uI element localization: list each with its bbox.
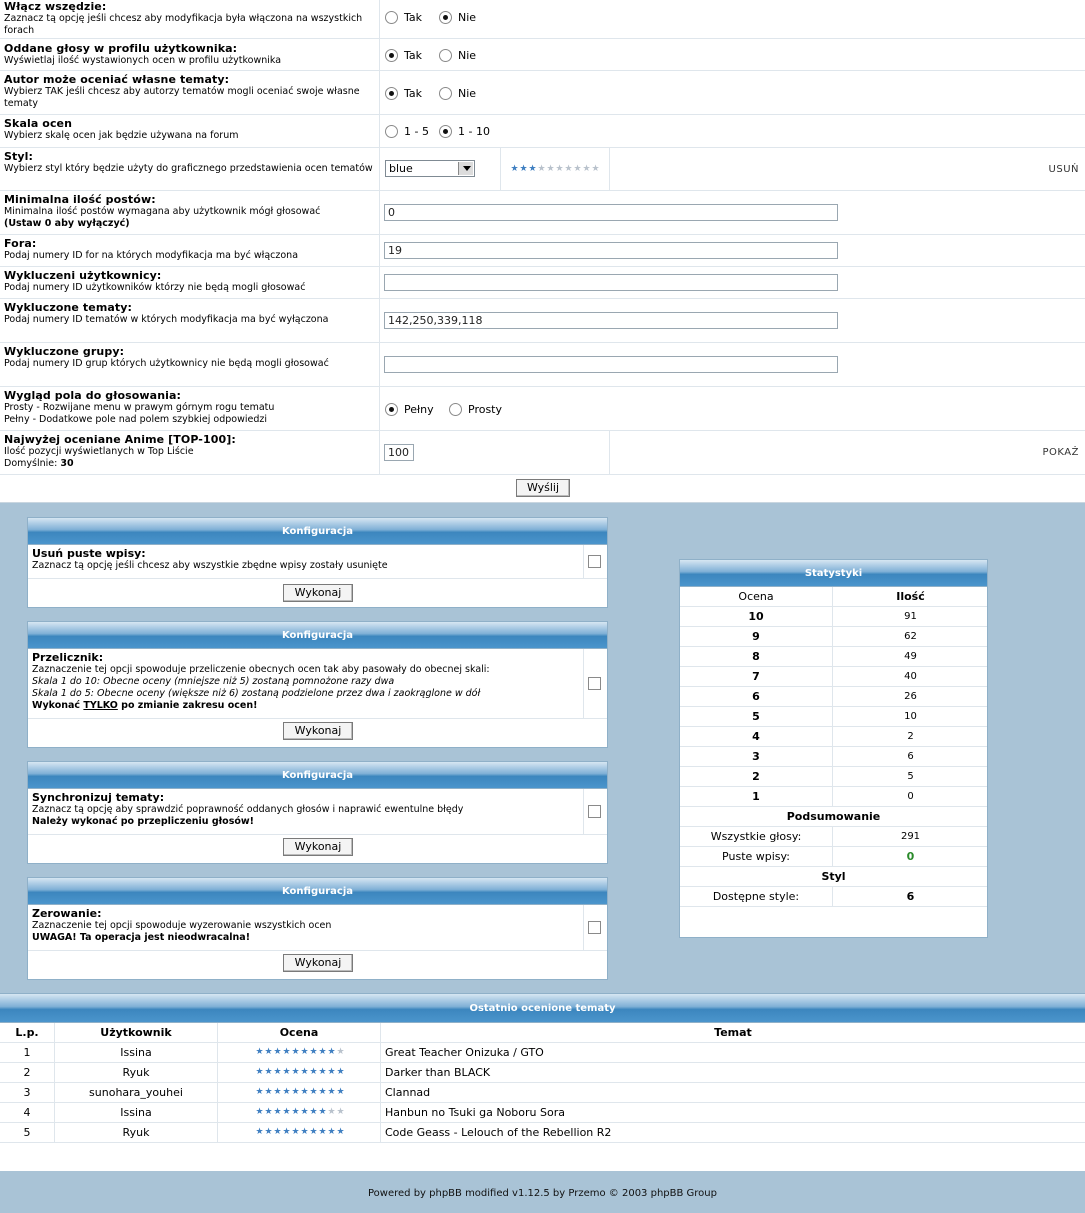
star-icon: ★ [291,1067,300,1077]
star-icon: ★ [255,1087,264,1097]
setting-control [381,0,1085,38]
star-icon: ★ [537,164,546,174]
setting-label [0,148,380,190]
setting-title: Wykluczone grupy: [4,345,125,358]
panel-warning: Należy wykonać po przepliczeniu głosów! [32,816,255,827]
radio-scale-5[interactable] [385,124,429,138]
col-rating: Ocena [218,1023,381,1042]
default-label: Domyślnie: [4,458,58,469]
stats-grade: 6 [680,687,833,706]
star-icon: ★ [264,1087,273,1097]
setting-label [0,115,380,147]
stats-row [680,727,987,747]
style-select[interactable] [385,160,475,177]
radio-nie[interactable] [439,86,476,100]
recent-head-row [0,1023,1085,1043]
setting-label [0,343,380,386]
row-number: 4 [0,1103,55,1122]
panel-sync [27,761,608,864]
radio-label: Nie [458,48,477,62]
setting-desc: Wyświetlaj ilość wystawionych ocen w profilu użytkownika [4,55,282,66]
star-icon: ★ [327,1067,336,1077]
row-number: 1 [0,1043,55,1062]
setting-control [381,267,1085,298]
stats-empty-row [680,847,987,867]
setting-control [381,235,1085,266]
radio-nie[interactable] [439,48,476,62]
setting-title: Minimalna ilość postów: [4,193,156,206]
stats-head-row [680,587,987,607]
panel-text [28,545,584,578]
setting-row-style [0,148,1085,191]
panel-body [28,545,607,579]
setting-control [381,387,1085,430]
setting-row-vote-look [0,387,1085,431]
setting-note: (Ustaw 0 aby wyłączyć) [4,218,130,229]
setting-control [381,71,1085,114]
stats-col-grade: Ocena [680,587,833,606]
panel-desc: Zaznacz tą opcję jeśli chcesz aby wszystkie zbędne wpisy zostały usunięte [32,560,388,571]
setting-desc: Prosty - Rozwijane menu w prawym górnym rogu tematu [4,402,275,413]
star-icon: ★ [291,1127,300,1137]
recent-rows [0,1043,1085,1143]
stats-count: 40 [904,671,917,682]
setting-label [0,267,380,298]
star-icon: ★ [318,1127,327,1137]
star-icon: ★ [291,1107,300,1117]
setting-desc: Podaj numery ID grup których użytkownicy nie będą mogli głosować [4,358,329,369]
styles-label: Dostępne style: [680,887,833,906]
setting-title: Włącz wszędzie: [4,0,107,13]
star-icon: ★ [273,1107,282,1117]
stats-count: 62 [904,631,917,642]
recent-header: Ostatnio ocenione tematy [0,994,1085,1023]
setting-desc: Wybierz skalę ocen jak będzie używana na forum [4,130,239,141]
remove-empty-checkbox[interactable] [588,555,601,568]
panel-warning [32,700,579,712]
setting-label [0,0,380,38]
star-icon: ★ [318,1087,327,1097]
table-row [0,1103,1085,1123]
divider [609,431,610,474]
star-icon: ★ [528,164,537,174]
row-user[interactable]: Ryuk [55,1063,218,1082]
stats-grade: 5 [680,707,833,726]
radio-label: Nie [458,86,477,100]
panel-text [28,905,584,950]
execute-button[interactable]: Wykonaj [283,954,353,972]
radio-tak[interactable] [385,48,422,62]
star-icon: ★ [318,1047,327,1057]
row-rating [218,1063,381,1082]
table-row [0,1123,1085,1143]
star-icon: ★ [309,1047,318,1057]
default-value: 30 [60,458,74,469]
setting-desc: Minimalna ilość postów wymagana aby użytkownik mógł głosować [4,206,321,217]
star-icon: ★ [282,1087,291,1097]
style-title: Styl [821,870,846,883]
stats-col-count: Ilość [896,590,925,603]
setting-label [0,235,380,266]
radio-label: Pełny [404,402,434,416]
stats-row [680,647,987,667]
star-icon: ★ [582,164,591,174]
setting-row-min-posts [0,191,1085,235]
panel-header: Konfiguracja [28,762,607,789]
recalculate-checkbox[interactable] [588,677,601,690]
panel-text [28,649,584,718]
stats-header: Statystyki [680,560,987,587]
col-user: Użytkownik [55,1023,218,1042]
stats-panel [679,559,988,938]
star-icon: ★ [273,1067,282,1077]
setting-title: Autor może oceniać własne tematy: [4,73,230,86]
setting-control [381,191,1085,234]
star-icon: ★ [309,1087,318,1097]
footer-text: Powered by phpBB modified v1.12.5 by Przemo © 2003 phpBB Group [368,1188,717,1199]
table-row [0,1043,1085,1063]
divider [500,148,501,190]
panel-line: Skala 1 do 10: Obecne oceny (mniejsze niż 5) zostaną pomnożone razy dwa [32,676,395,687]
stats-all-votes-row [680,827,987,847]
star-icon: ★ [300,1087,309,1097]
sync-checkbox[interactable] [588,805,601,818]
star-icon: ★ [273,1127,282,1137]
star-icon: ★ [273,1047,282,1057]
recent-ratings-table [0,993,1085,1171]
setting-desc: Pełny - Dodatkowe pole nad polem szybkiej odpowiedzi [4,414,268,425]
setting-label [0,299,380,342]
star-icon: ★ [309,1127,318,1137]
star-icon: ★ [573,164,582,174]
submit-button[interactable]: Wyślij [516,479,570,497]
forums-input[interactable]: 19 [384,242,838,259]
setting-title: Fora: [4,237,37,250]
panel-footer [28,579,607,606]
stats-style-title-row [680,867,987,887]
radio-simple[interactable] [449,402,502,416]
show-link[interactable]: POKAŻ [1042,447,1079,458]
star-icon: ★ [264,1067,273,1077]
row-user[interactable]: Issina [55,1043,218,1062]
row-topic[interactable]: Great Teacher Onizuka / GTO [385,1046,544,1059]
setting-label [0,71,380,114]
panel-title: Synchronizuj tematy: [32,791,165,804]
radio-label: Tak [404,10,423,24]
star-icon: ★ [300,1127,309,1137]
setting-label [0,39,380,70]
star-icon: ★ [255,1067,264,1077]
stats-count: 49 [904,651,917,662]
star-icon: ★ [336,1067,345,1077]
row-topic[interactable]: Code Geass - Lelouch of the Rebellion R2 [385,1126,612,1139]
setting-title: Wykluczone tematy: [4,301,133,314]
stats-row [680,687,987,707]
setting-row-enable-everywhere [0,0,1085,39]
settings-form [0,0,1085,503]
setting-row-top [0,431,1085,475]
stats-row [680,707,987,727]
star-icon: ★ [555,164,564,174]
star-icon: ★ [273,1087,282,1097]
star-icon: ★ [591,164,600,174]
warning-text: Wykonać [32,700,81,711]
setting-row-scale [0,115,1085,148]
setting-desc: Podaj numery ID użytkowników którzy nie będą mogli głosować [4,282,306,293]
excluded-groups-input[interactable] [384,356,838,373]
stats-row [680,627,987,647]
panel-remove-empty [27,517,608,608]
setting-label [0,431,380,474]
star-icon: ★ [546,164,555,174]
radio-label: Nie [458,10,477,24]
star-icon: ★ [327,1087,336,1097]
star-icon: ★ [327,1047,336,1057]
stats-grade: 8 [680,647,833,666]
empty-label: Puste wpisy: [680,847,833,866]
row-rating [218,1103,381,1122]
panel-warning: UWAGA! Ta operacja jest nieodwracalna! [32,932,251,943]
star-icon: ★ [255,1047,264,1057]
setting-title: Styl: [4,150,34,163]
row-number: 3 [0,1083,55,1102]
row-topic[interactable]: Darker than BLACK [385,1066,491,1079]
excluded-topics-input[interactable]: 142,250,339,118 [384,312,838,329]
setting-desc: Podaj numery ID for na których modyfikacja ma być włączona [4,250,299,261]
execute-button[interactable]: Wykonaj [283,838,353,856]
star-icon: ★ [264,1127,273,1137]
setting-desc: Podaj numery ID tematów w których modyfikacja ma być wyłączona [4,314,329,325]
radio-full[interactable] [385,402,434,416]
panel-footer [28,835,607,862]
setting-label [0,191,380,234]
panel-header: Konfiguracja [28,622,607,649]
excluded-users-input[interactable] [384,274,838,291]
setting-title: Wygląd pola do głosowania: [4,389,182,402]
radio-nie[interactable] [439,10,476,24]
setting-row-profile-votes [0,39,1085,71]
panel-text [28,789,584,834]
row-user[interactable]: Issina [55,1103,218,1122]
stats-count: 91 [904,611,917,622]
setting-title: Najwyżej oceniane Anime [TOP-100]: [4,433,236,446]
table-row [0,1083,1085,1103]
setting-row-excluded-groups [0,343,1085,387]
remove-link[interactable]: USUŃ [1048,164,1079,175]
radio-label: 1 - 5 [404,124,429,138]
setting-control [381,39,1085,70]
star-icon: ★ [282,1127,291,1137]
radio-label: Tak [404,86,423,100]
star-icon: ★ [318,1067,327,1077]
setting-row-excluded-users [0,267,1085,299]
panel-header: Konfiguracja [28,518,607,545]
setting-title: Skala ocen [4,117,73,130]
setting-control [381,148,1085,190]
star-icon: ★ [336,1127,345,1137]
stats-grade: 7 [680,667,833,686]
setting-row-excluded-topics [0,299,1085,343]
star-icon: ★ [327,1127,336,1137]
stats-row [680,787,987,807]
style-select-value: blue [389,162,413,175]
all-votes-value: 291 [900,831,921,842]
top-count-input[interactable]: 100 [384,444,414,461]
stats-row [680,767,987,787]
panel-desc: Zaznacz tą opcję aby sprawdzić poprawność oddanych głosów i naprawić ewentulne błędy [32,804,464,815]
stats-count: 6 [907,751,914,762]
chevron-down-icon [458,162,473,175]
star-icon: ★ [291,1087,300,1097]
star-icon: ★ [336,1047,345,1057]
radio-scale-10[interactable] [439,124,490,138]
star-icon: ★ [519,164,528,174]
setting-title: Wykluczeni użytkownicy: [4,269,162,282]
panel-reset [27,877,608,980]
row-topic[interactable]: Hanbun no Tsuki ga Noboru Sora [385,1106,565,1119]
panel-desc: Zaznaczenie tej opcji spowoduje przeliczenie obecnych ocen tak aby pasowały do obecnej skali: [32,664,490,675]
stats-count: 0 [907,791,914,802]
panel-footer [28,719,607,746]
min-posts-input[interactable]: 0 [384,204,838,221]
summary-title: Podsumowanie [786,810,881,823]
setting-desc: Zaznacz tą opcję jeśli chcesz aby modyfikacja była włączona na wszystkich forach [4,13,363,36]
setting-row-author-rate [0,71,1085,115]
setting-control [381,343,1085,386]
execute-button[interactable]: Wykonaj [283,722,353,740]
panel-footer [28,951,607,978]
stats-summary-title-row [680,807,987,827]
radio-tak[interactable] [385,86,422,100]
star-icon: ★ [255,1127,264,1137]
warning-emphasis: TYLKO [83,700,118,711]
stats-grade: 10 [680,607,833,626]
star-icon: ★ [264,1047,273,1057]
setting-desc: Wybierz TAK jeśli chcesz aby autorzy tematów mogli oceniać swoje własne tematy [4,86,360,109]
table-row [0,1063,1085,1083]
col-lp: L.p. [0,1023,55,1042]
row-number: 5 [0,1123,55,1142]
panel-title: Przelicznik: [32,651,104,664]
all-votes-label: Wszystkie głosy: [680,827,833,846]
star-icon: ★ [300,1107,309,1117]
radio-label: 1 - 10 [458,124,490,138]
panel-desc: Zaznaczenie tej opcji spowoduje wyzerowanie wszystkich ocen [32,920,332,931]
star-icon: ★ [327,1107,336,1117]
panel-title: Zerowanie: [32,907,102,920]
warning-text: po zmianie zakresu ocen! [121,700,258,711]
row-rating [218,1043,381,1062]
star-icon: ★ [291,1047,300,1057]
style-preview-stars [510,165,600,174]
setting-control [381,299,1085,342]
stats-row [680,667,987,687]
styles-value: 6 [906,890,915,903]
stats-grade: 4 [680,727,833,746]
row-rating [218,1083,381,1102]
stats-styles-row [680,887,987,907]
star-icon: ★ [510,164,519,174]
stats-count: 5 [907,771,914,782]
col-topic: Temat [714,1026,752,1039]
radio-tak[interactable] [385,10,422,24]
row-user[interactable]: Ryuk [55,1123,218,1142]
execute-button[interactable]: Wykonaj [283,584,353,602]
setting-desc: Wybierz styl który będzie użyty do graficznego przedstawienia ocen tematów [4,163,373,174]
panel-body [28,905,607,951]
star-icon: ★ [300,1047,309,1057]
panel-line: Skala 1 do 5: Obecne oceny (większe niż 6) zostaną podzielone przez dwa i zaokrąglone w dół [32,688,481,699]
star-icon: ★ [300,1067,309,1077]
stats-grade: 2 [680,767,833,786]
empty-value: 0 [906,850,915,863]
panel-body [28,649,607,719]
row-rating [218,1123,381,1142]
row-user[interactable]: sunohara_youhei [55,1083,218,1102]
star-icon: ★ [282,1067,291,1077]
reset-checkbox[interactable] [588,921,601,934]
panel-header: Konfiguracja [28,878,607,905]
stats-grade: 3 [680,747,833,766]
stats-row [680,607,987,627]
star-icon: ★ [318,1107,327,1117]
setting-row-forums [0,235,1085,267]
stats-count: 26 [904,691,917,702]
star-icon: ★ [336,1087,345,1097]
star-icon: ★ [309,1067,318,1077]
star-icon: ★ [309,1107,318,1117]
divider [609,148,610,190]
stats-row [680,747,987,767]
star-icon: ★ [564,164,573,174]
stats-rows [680,607,987,807]
panel-recalculate [27,621,608,748]
stats-count: 2 [907,731,914,742]
setting-label [0,387,380,430]
row-number: 2 [0,1063,55,1082]
radio-label: Prosty [468,402,503,416]
stats-count: 10 [904,711,917,722]
setting-title: Oddane głosy w profilu użytkownika: [4,42,238,55]
panel-title: Usuń puste wpisy: [32,547,146,560]
star-icon: ★ [336,1107,345,1117]
setting-control [381,431,1085,474]
star-icon: ★ [282,1107,291,1117]
setting-desc: Ilość pozycji wyświetlanych w Top Liście [4,446,194,457]
radio-label: Tak [404,48,423,62]
stats-grade: 1 [680,787,833,806]
stats-grade: 9 [680,627,833,646]
row-topic[interactable]: Clannad [385,1086,431,1099]
star-icon: ★ [255,1107,264,1117]
setting-control [381,115,1085,147]
panel-body [28,789,607,835]
star-icon: ★ [264,1107,273,1117]
setting-default [4,458,375,470]
star-icon: ★ [282,1047,291,1057]
